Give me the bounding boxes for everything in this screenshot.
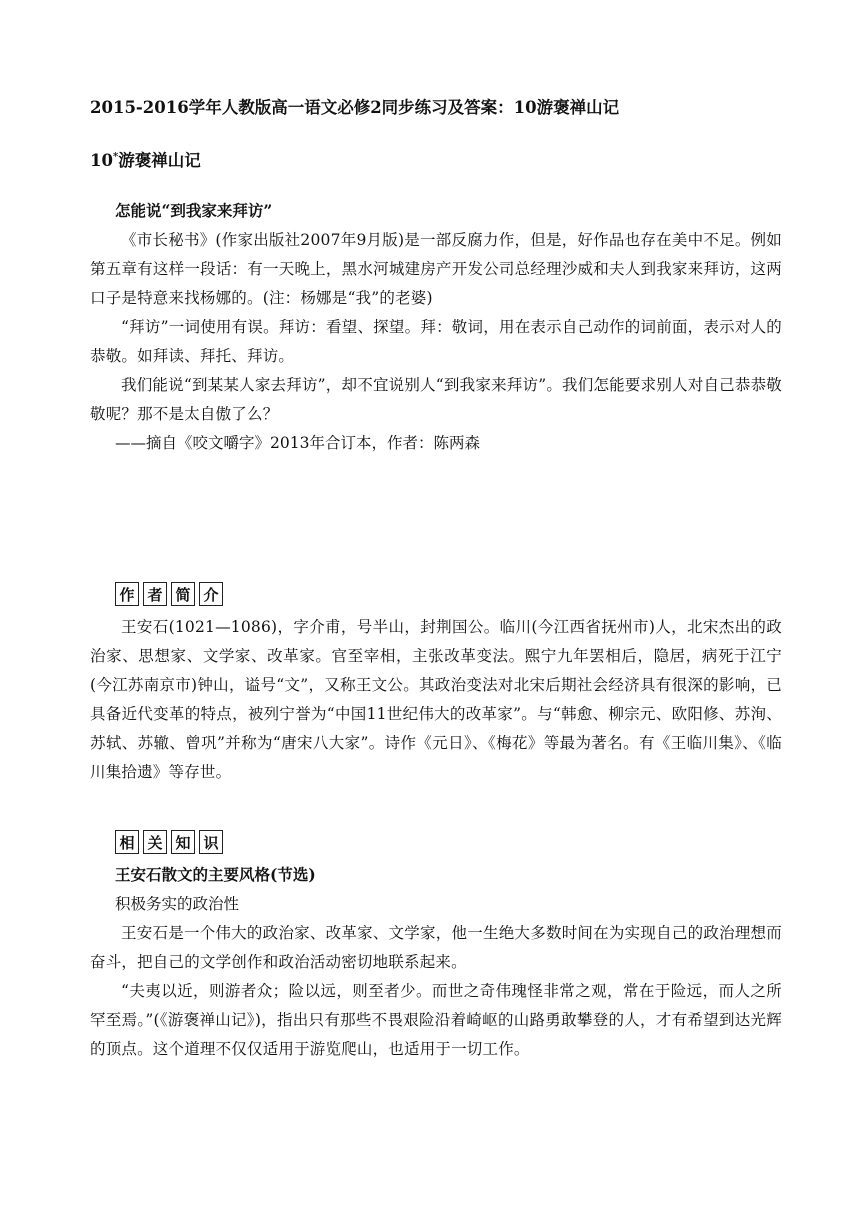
reading-heading: 怎能说“到我家来拜访”: [115, 201, 273, 220]
tag-char: 介: [199, 582, 223, 606]
knowledge-heading: 王安石散文的主要风格(节选): [115, 865, 316, 884]
tag-char: 相: [115, 830, 139, 854]
reading-paragraph-3: 我们能说“到某某人家去拜访”，却不宜说别人“到我家来拜访”。我们怎能要求别人对自己恭恭敬敬呢？那不是太自傲了么？: [90, 376, 782, 423]
tag-char: 者: [143, 582, 167, 606]
document-title: 2015-2016学年人教版高一语文必修2同步练习及答案：10游褒禅山记: [90, 98, 620, 117]
reading-section: [90, 196, 782, 458]
author-intro-tags: [90, 582, 782, 608]
tag-char: 知: [171, 830, 195, 854]
knowledge-section: [90, 830, 782, 1064]
lesson-title: [90, 147, 201, 171]
author-paragraph: 王安石(1021—1086)，字介甫，号半山，封荆国公。临川(今江西省抚州市)人，北宋杰出的政治家、思想家、文学家、改革家。官至宰相，主张改革变法。熙宁九年罢相后，隐居，病死于江宁(今江苏南京市)钟山，谥号“文”，又称王文公。其政治变法对北宋后期社会经济具有很深的影响，已具备近代变革的特点，被列宁誉为“中国11世纪伟大的改革家”。与“韩愈、柳宗元、欧阳修、苏洵、苏轼、苏辙、曾巩”并称为“唐宋八大家”。诗作《元日》、《梅花》等最为著名。有《王临川集》、《临川集拾遗》等存世。: [90, 618, 782, 781]
author-section: [90, 582, 782, 787]
knowledge-subheading: 积极务实的政治性: [115, 895, 240, 913]
lesson-mark: *: [112, 151, 119, 163]
tag-char: 作: [115, 582, 139, 606]
knowledge-paragraph-2: “夫夷以近，则游者众；险以远，则至者少。而世之奇伟瑰怪非常之观，常在于险远，而人之所罕至焉。”(《游褒禅山记》)，指出只有那些不畏艰险沿着崎岖的山路勇敢攀登的人，才有希望到达光辉的顶点。这个道理不仅仅适用于游览爬山，也适用于一切工作。: [90, 982, 782, 1058]
related-knowledge-tags: [90, 830, 782, 856]
reading-paragraph-1: 《市长秘书》(作家出版社2007年9月版)是一部反腐力作，但是，好作品也存在美中不足。例如第五章有这样一段话：有一天晚上，黑水河城建房产开发公司总经理沙威和夫人到我家来拜访，这两口子是特意来找杨娜的。(注：杨娜是“我”的老婆): [90, 231, 782, 307]
tag-char: 简: [171, 582, 195, 606]
lesson-number: 10: [90, 151, 113, 170]
knowledge-paragraph-1: 王安石是一个伟大的政治家、改革家、文学家，他一生绝大多数时间在为实现自己的政治理想而奋斗，把自己的文学创作和政治活动密切地联系起来。: [90, 924, 782, 971]
tag-char: 识: [199, 830, 223, 854]
tag-char: 关: [143, 830, 167, 854]
reading-paragraph-2: “拜访”一词使用有误。拜访：看望、探望。拜：敬词，用在表示自己动作的词前面，表示对人的恭敬。如拜读、拜托、拜访。: [90, 318, 782, 365]
reading-source: ——摘自《咬文嚼字》2013年合订本，作者：陈两森: [115, 434, 480, 452]
lesson-name: 游褒禅山记: [118, 151, 201, 170]
